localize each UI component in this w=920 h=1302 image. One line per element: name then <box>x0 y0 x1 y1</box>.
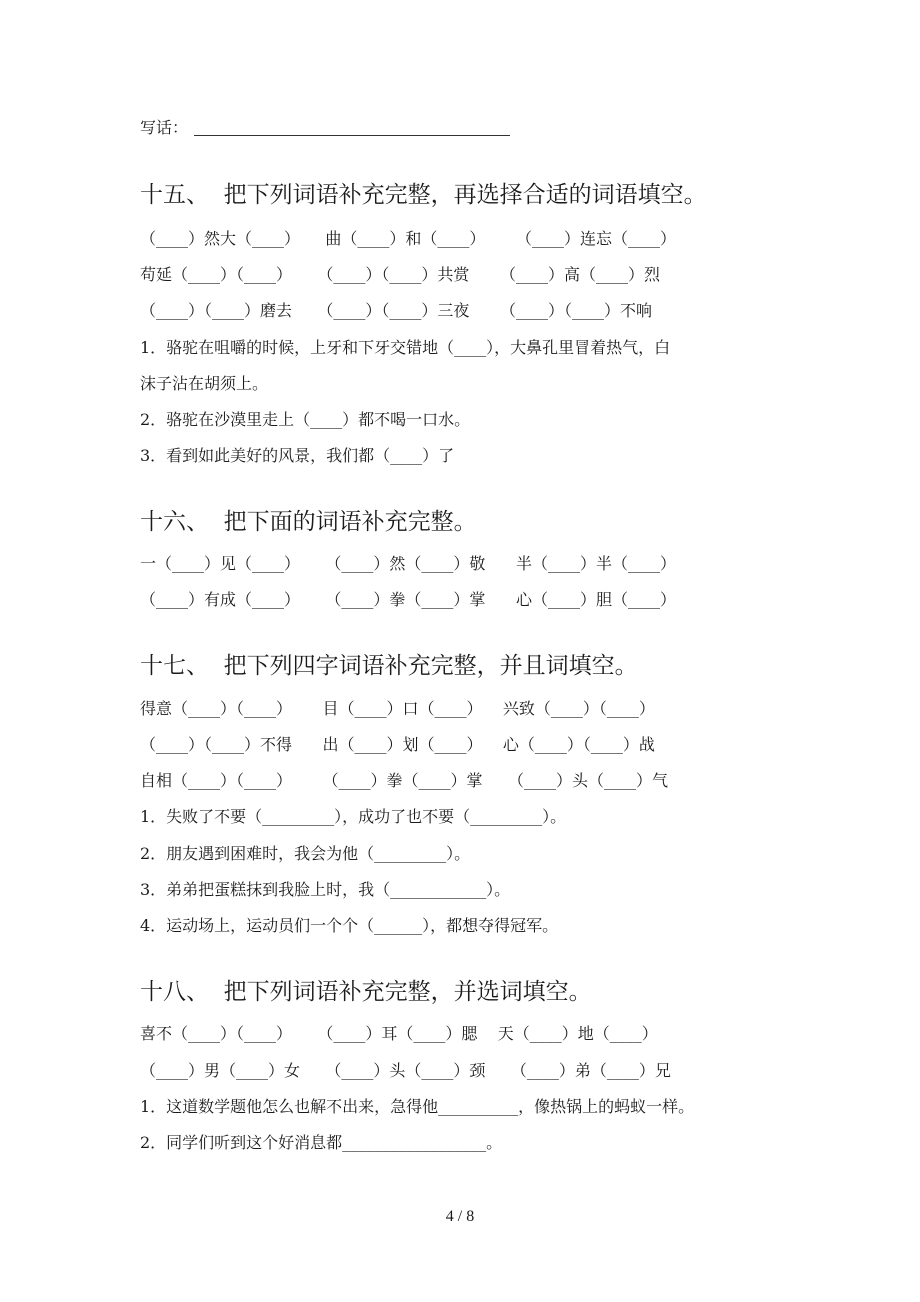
section-16-heading: 十六、 把下面的词语补充完整。 <box>140 509 477 535</box>
section-17-question-1: 1．失败了不要（_________），成功了也不要（_________）。 <box>140 807 567 826</box>
section-17-line-2: （____）（____）不得 出（____）划（____） 心（____）（____）战 <box>140 735 655 754</box>
section-15-line-3: （____）（____）磨去 （____）（____）三夜 （____）（____）不响 <box>140 301 652 320</box>
section-18-line-2: （____）男（____）女 （____）头（____）颈 （____）弟（____）兄 <box>140 1061 671 1080</box>
section-15-line-2: 苟延（____）（____） （____）（____）共赏 （____）高（____）烈 <box>140 265 660 284</box>
section-17-question-3: 3．弟弟把蛋糕抹到我脸上时，我（____________）。 <box>140 880 511 899</box>
section-18-question-1: 1．这道数学题他怎么也解不出来，急得他__________，像热锅上的蚂蚁一样。 <box>140 1097 695 1116</box>
section-16-line-2: （____）有成（____） （____）拳（____）掌 心（____）胆（____） <box>140 590 676 609</box>
section-17-question-2: 2．朋友遇到困难时，我会为他（_________）。 <box>140 844 471 863</box>
write-label: 写话： <box>140 118 189 137</box>
section-18-heading: 十八、 把下列词语补充完整，并选词填空。 <box>140 979 592 1005</box>
section-18-line-1: 喜不（____）（____） （____）耳（____）腮 天（____）地（____） <box>140 1024 658 1043</box>
section-17-line-1: 得意（____）（____） 目（____）口（____） 兴致（____）（____） <box>140 699 655 718</box>
page-number: 4 / 8 <box>445 1208 475 1225</box>
section-17-question-4: 4．运动场上，运动员们一个个（______），都想夺得冠军。 <box>140 916 559 935</box>
section-15-question-3: 3．看到如此美好的风景，我们都（____）了 <box>140 446 455 465</box>
section-17-heading: 十七、 把下列四字词语补充完整，并且词填空。 <box>140 653 638 679</box>
section-15-heading: 十五、 把下列词语补充完整，再选择合适的词语填空。 <box>140 182 707 208</box>
section-18-question-2: 2．同学们听到这个好消息都__________________。 <box>140 1133 503 1152</box>
section-15-question-2: 2．骆驼在沙漠里走上（____）都不喝一口水。 <box>140 410 471 429</box>
section-15-line-1: （____）然大（____） 曲（____）和（____） （____）连忘（____） <box>140 229 676 248</box>
writing-blank-line <box>194 135 510 136</box>
section-16-line-1: 一（____）见（____） （____）然（____）敬 半（____）半（____） <box>140 554 676 573</box>
section-15-question-1-cont: 沫子沾在胡须上。 <box>140 374 269 393</box>
section-17-line-3: 自相（____）（____） （____）拳（____）掌 （____）头（____）气 <box>140 771 668 790</box>
section-15-question-1: 1．骆驼在咀嚼的时候，上牙和下牙交错地（____），大鼻孔里冒着热气，白 <box>140 338 671 357</box>
